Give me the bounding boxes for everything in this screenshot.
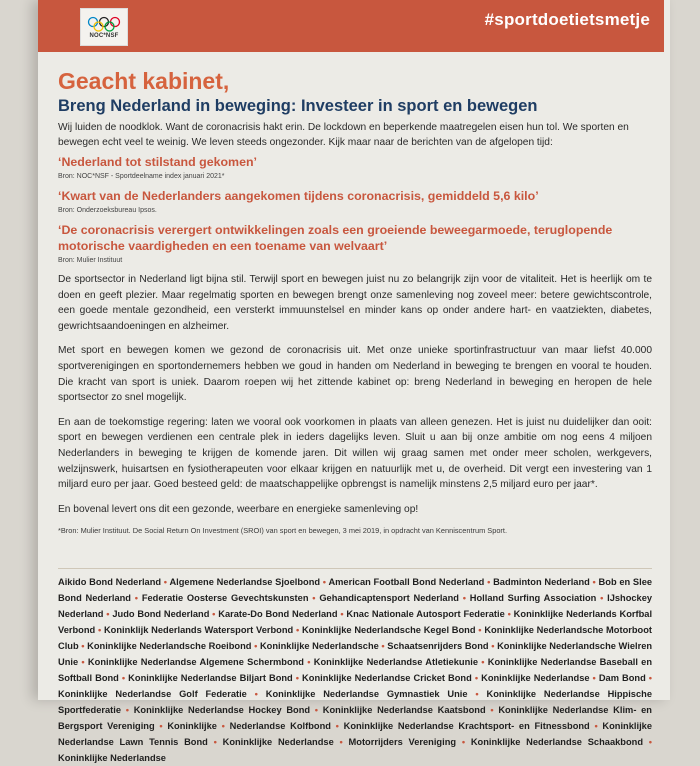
bullet-separator: • bbox=[246, 689, 266, 699]
bullet-separator: • bbox=[118, 673, 129, 683]
bullet-separator: • bbox=[303, 657, 314, 667]
bullet-separator: • bbox=[643, 737, 653, 747]
member-organization: Motorrijders Vereniging bbox=[348, 737, 457, 747]
member-organization: Badminton Nederland bbox=[493, 577, 590, 587]
divider bbox=[58, 568, 652, 569]
member-organization: Koninklijke Nederlandse Gymnastiek Unie bbox=[265, 689, 468, 699]
bullet-separator: • bbox=[485, 705, 499, 715]
member-organization: Judo Bond Nederland bbox=[112, 609, 210, 619]
bullet-separator: • bbox=[209, 609, 219, 619]
bullet-separator: • bbox=[292, 673, 303, 683]
olympic-rings-icon bbox=[87, 16, 121, 32]
member-organization: Karate-Do Bond Nederland bbox=[218, 609, 338, 619]
bullet-separator: • bbox=[478, 657, 488, 667]
bullet-separator: • bbox=[121, 705, 134, 715]
bullet-separator: • bbox=[378, 641, 388, 651]
newspaper-page bbox=[38, 0, 670, 763]
body-paragraph-3: En aan de toekomstige regering: laten we vooral ook voorkomen in plaats van alleen genezen. Het is juist nu duidelijker dan ooit: sport en bewegen verdienen een centrale plek in ieders dagelijks leven. Sluit u aan bij onze ambitie om nog eens 4 miljoen Nederlanders in beweging te krijgen de komende jaren. Dit willen wij graag samen met onder meer scholen, werkgevers, welzijnswerk, huisartsen en fysiotherapeuten voor elkaar krijgen en natuurlijk met u, de overheid. Dit vergt een investering van 1 miljard euro per jaar. Goed besteed geld: de maatschappelijke opbrengst is namelijk minstens 2,5 miljard euro per jaar*. bbox=[58, 416, 652, 491]
member-organization: Koninklijke Nederlandse bbox=[222, 737, 334, 747]
intro-paragraph: Wij luiden de noodklok. Want de coronacrisis hakt erin. De lockdown en beperkende maatregelen eisen hun tol. We sporten en bewegen echt veel te weinig. We leven steeds ongezonder. Kijk maar naar de berichten van de afgelopen tijd: bbox=[58, 122, 629, 148]
quote-1: ‘Nederland tot stilstand gekomen’ bbox=[58, 155, 257, 169]
member-organization: Nederlandse Kolfbond bbox=[229, 721, 331, 731]
bullet-separator: • bbox=[337, 609, 347, 619]
member-organization: Koninklijke Nederlandse Krachtsport- en Fitnessbond bbox=[343, 721, 590, 731]
member-organization: Koninklijke Nederlandse Lawn Tennis Bond bbox=[58, 721, 653, 747]
bullet-separator: • bbox=[95, 625, 104, 635]
bullet-separator: • bbox=[589, 721, 603, 731]
member-organization: Koninklijke Nederlandsche Motorboot Club bbox=[58, 625, 653, 651]
bullet-separator: • bbox=[471, 673, 482, 683]
member-organization: Koninklijke Nederlandse Kaatsbond bbox=[322, 705, 486, 715]
bullet-separator: • bbox=[103, 609, 113, 619]
bullet-separator: • bbox=[333, 737, 349, 747]
member-organization: Koninklijke bbox=[167, 721, 217, 731]
member-organization: Koninklijke Nederlandse Klim- en Bergsport Vereniging bbox=[58, 705, 652, 731]
quote-2: ‘Kwart van de Nederlanders aangekomen tijdens coronacrisis, gemiddeld 5,6 kilo’ bbox=[58, 189, 539, 203]
member-organization: Koninklijke Nederlandse Hockey Bond bbox=[133, 705, 311, 715]
bullet-separator: • bbox=[488, 641, 498, 651]
bullet-separator: • bbox=[458, 593, 470, 603]
bullet-separator: • bbox=[207, 737, 223, 747]
body-paragraph-4: En bovenal levert ons dit een gezonde, weerbare en energieke samenleving op! bbox=[58, 503, 419, 515]
bullet-separator: • bbox=[78, 641, 88, 651]
member-organizations-list bbox=[58, 574, 652, 766]
quote-1-source: Bron: NOC*NSF - Sportdeelname index januari 2021* bbox=[58, 173, 225, 180]
logo-text: NOC*NSF bbox=[89, 32, 119, 39]
quote-3: ‘De coronacrisis verergert ontwikkelingen zoals een groeiende beweegarmoede, teruglopende motorische vaardigheden en een toename van welvaart’ bbox=[58, 223, 613, 253]
bullet-separator: • bbox=[645, 673, 653, 683]
member-organization: Algemene Nederlandse Sjoelbond bbox=[169, 577, 321, 587]
bullet-separator: • bbox=[293, 625, 302, 635]
quote-2-source: Bron: Onderzoeksbureau Ipsos. bbox=[58, 207, 157, 214]
member-organization: Koninklijke Nederlandse bbox=[481, 673, 590, 683]
member-organization: American Football Bond Nederland bbox=[328, 577, 485, 587]
member-organization: Knac Nationale Autosport Federatie bbox=[346, 609, 505, 619]
member-organization: Koninklijke Nederlandse bbox=[58, 753, 166, 763]
member-organization: Koninklijke Nederlands Korfbal Verbond bbox=[58, 609, 653, 635]
bullet-separator: • bbox=[308, 593, 320, 603]
member-organization: Koninklijke Nederlandse Cricket Bond bbox=[302, 673, 472, 683]
member-organization: Dam Bond bbox=[598, 673, 646, 683]
member-organization: Koninklijke Nederlandse Baseball en Softball Bond bbox=[58, 657, 653, 683]
member-organization: Koninklijke Nederlandsche Kegel Bond bbox=[301, 625, 476, 635]
member-organization: Koninklijk Nederlands Watersport Verbond bbox=[103, 625, 294, 635]
bullet-separator: • bbox=[161, 577, 170, 587]
letter bbox=[58, 68, 652, 536]
member-organization: Koninklijke Nederlandse Biljart Bond bbox=[128, 673, 293, 683]
quote-3-source: Bron: Mulier Instituut bbox=[58, 257, 123, 264]
bullet-separator: • bbox=[589, 673, 599, 683]
bullet-separator: • bbox=[484, 577, 494, 587]
bullet-separator: • bbox=[78, 657, 88, 667]
member-organization: Koninklijke Nederlandse Atletiekunie bbox=[313, 657, 478, 667]
bullet-separator: • bbox=[154, 721, 168, 731]
letter-title: Geacht kabinet, bbox=[58, 68, 230, 94]
header-banner bbox=[38, 0, 664, 52]
body-paragraph-2: Met sport en bewegen komen we gezond de coronacrisis uit. Met onze unieke sportinfrastructuur van maar liefst 40.000 sportverenigingen en sportondernemers hebben we goud in handen om Nederland in beweging te brengen en vooral te houden. Die kracht van sport is uniek. Daarom roepen wij het zittende kabinet op: breng Nederland in beweging en heropen de hele sportsector zo snel mogelijk. bbox=[58, 345, 652, 404]
bullet-separator: • bbox=[310, 705, 323, 715]
member-organization: Gehandicaptensport Nederland bbox=[319, 593, 459, 603]
footnote: *Bron: Mulier Instituut. De Social Return On Investment (SROI) van sport en bewegen, 3 mei 2019, in opdracht van Kenniscentrum Sport. bbox=[58, 526, 507, 536]
bullet-separator: • bbox=[131, 593, 142, 603]
member-organization: Koninklijke Nederlandse Hippische Sportfederatie bbox=[58, 689, 653, 715]
bullet-separator: • bbox=[330, 721, 344, 731]
bullet-separator: • bbox=[251, 641, 260, 651]
body-paragraph-1: De sportsector in Nederland ligt bijna stil. Terwijl sport en bewegen juist nu zo belangrijk zijn voor de vitaliteit. Het is heerlijk om te doen en geeft plezier. Maar regelmatig sporten en bewegen brengt onze samenleving nog zoveel meer: betere gewichtscontrole, een goede mentale gezondheid, een versterkt immuunstelsel en minder kans op onder andere hart- en vaatziekten, diabetes, gewrichtsaandoeningen en alzheimer. bbox=[58, 274, 652, 332]
member-organization: IJshockey Nederland bbox=[58, 593, 653, 619]
bullet-separator: • bbox=[467, 689, 487, 699]
member-organization: Aikido Bond Nederland bbox=[58, 577, 162, 587]
bullet-separator: • bbox=[216, 721, 230, 731]
member-organization: Holland Surfing Association bbox=[469, 593, 597, 603]
member-organization: Koninklijke Nederlandsche Roeibond bbox=[87, 641, 252, 651]
member-organization: Koninklijke Nederlandse Schaakbond bbox=[470, 737, 644, 747]
bullet-separator: • bbox=[475, 625, 485, 635]
hashtag: #sportdoetietsmetje bbox=[484, 10, 650, 29]
member-organization: Koninklijke Nederlandsche Wielren Unie bbox=[58, 641, 653, 667]
noc-nsf-logo bbox=[80, 8, 128, 46]
bullet-separator: • bbox=[596, 593, 608, 603]
member-organization: Bob en Slee Bond Nederland bbox=[58, 577, 653, 603]
member-organization: Koninklijke Nederlandse Algemene Schermbond bbox=[87, 657, 304, 667]
bullet-separator: • bbox=[320, 577, 329, 587]
bullet-separator: • bbox=[504, 609, 514, 619]
letter-subtitle: Breng Nederland in beweging: Investeer in sport en bewegen bbox=[58, 97, 538, 115]
member-organization: Koninklijke Nederlandsche bbox=[259, 641, 379, 651]
member-organization: Federatie Oosterse Gevechtskunsten bbox=[141, 593, 309, 603]
bullet-separator: • bbox=[589, 577, 599, 587]
member-organization: Koninklijke Nederlandse Golf Federatie bbox=[58, 689, 247, 699]
member-organization: Schaatsenrijders Bond bbox=[387, 641, 489, 651]
bullet-separator: • bbox=[456, 737, 471, 747]
